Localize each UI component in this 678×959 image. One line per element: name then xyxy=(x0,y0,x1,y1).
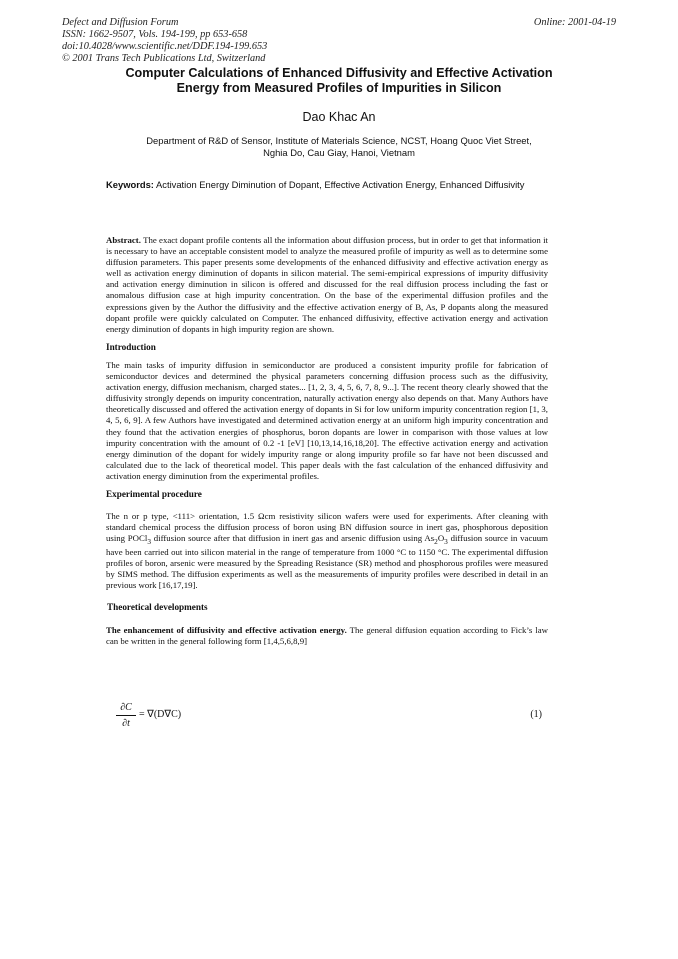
enhancement-label: The enhancement of diffusivity and effective activation energy. xyxy=(106,624,347,635)
equation-fraction xyxy=(116,701,136,730)
paper-title xyxy=(70,66,608,96)
equation-1 xyxy=(106,701,548,733)
experimental-paragraph: The n or p type, <111> orientation, 1.5 Ωcm resistivity silicon wafers were used for experiments. After cleaning with standard chemical process the diffusion process of boron using BN diffusion source in inert gas, phosphorous deposition using POCl$_3$ diffusion source after that diffusion in inert gas and arsenic diffusion using $As_2O_3$ diffusion source in vacuum have been carried out into silicon material in the range of temperature from 1000 °C to 1150 °C. The experimental diffusion profiles of boron, arsenic were measured by the Spreading Resistance (SR) method and phosphorous profiles were measured by SIMS method. The diffusion experiments as well as the measurements of impurity profiles were described in detail in an previous work [16,17,19]. xyxy=(106,511,548,591)
affiliation xyxy=(90,135,588,159)
enhancement-text: The general diffusion equation according to Fick’s law can be written in the general following form [1,4,5,6,8,9] xyxy=(106,624,548,646)
equation-rhs: = ∇(D∇C) xyxy=(139,709,182,720)
keywords xyxy=(106,179,536,191)
affiliation-line-1: Department of R&D of Sensor, Institute of Materials Science, NCST, Hoang Quoc Viet Street, xyxy=(146,135,532,146)
equation-denominator: ∂t xyxy=(122,718,130,729)
abstract-text: The exact dopant profile contents all the information about diffusion process, but in order to get that information it is necessary to have an acceptable consistent model to analyze the measured profile of impurity as well as to determine some diffusion parameters. This paper presents some developments of the enhanced diffusivity and effective activation energy as well as activation energy diminution of dopants in silicon material. The semi-empirical expressions of impurity diffusivity and activation energy diminution in silicon is offered and discussed for the real diffusion process including the fast or anomalous diffusion case at high impurity concentration. On the base of the experimental diffusion profiles and the expressions given by the Author the diffusivity and the effective activation energy of B, As, P dopants along the measured dopant profile were quickly calculated on Computer. The enhanced diffusivity, effective activation energy and activation energy diminution of dopants in high impurity region are shown. xyxy=(106,235,548,334)
paper-body xyxy=(106,235,548,647)
fraction-bar xyxy=(116,715,136,716)
journal-name: Defect and Diffusion Forum xyxy=(62,17,179,28)
online-date: Online: 2001-04-19 xyxy=(533,17,616,28)
theory-paragraph xyxy=(106,625,548,647)
journal-doi: doi:10.4028/www.scientific.net/DDF.194-199.653 xyxy=(62,41,268,52)
abstract-label: Abstract. xyxy=(106,235,141,245)
title-line-1: Computer Calculations of Enhanced Diffusivity and Effective Activation xyxy=(125,66,553,80)
affiliation-line-2: Nghia Do, Cau Giay, Hanoi, Vietnam xyxy=(263,147,415,158)
keywords-text: Activation Energy Diminution of Dopant, Effective Activation Energy, Enhanced Diffusivity xyxy=(156,179,525,190)
journal-copyright: © 2001 Trans Tech Publications Ltd, Switzerland xyxy=(62,53,266,64)
keywords-label: Keywords: xyxy=(106,179,154,190)
equation-number: (1) xyxy=(530,709,542,720)
introduction-paragraph: The main tasks of impurity diffusion in semiconductor are produced a consistent impurity profile for fabrication of semiconductor devices and determined the physical parameters concerning diffusion process such as the diffusivity, activation energy, diffusion mechanism, charged states... [1, 2, 3, 4, 5, 6, 7, 8, 9...]. The recent theory clearly showed that the diffusivity strongly depends on impurity concentration, naturally activation energy also depends on that. Many Authors have theoretically discussed and offered the activation energy of dopants in Si for low uniform impurity concentration region [1, 3, 4, 5, 6, 9]. A few Authors have investigated and determined activation energy at an uniform high impurity concentration and they found that the activation energies of phosphorus, boron dopants are lower in comparison with those values at low impurity concentration with the amount of 0.2 -1 [eV] [10,13,14,16,18,20]. The effective activation energy and activation energy diminution of the dopant for widely impurity range or along impurity profile so far have not been discussed and calculated due to the lack of theoretical model. This paper deals with the fast calculation of the enhanced diffusivity and activation energy diminution from the experimental profiles. xyxy=(106,359,548,481)
experimental-heading: Experimental procedure xyxy=(106,488,202,499)
author-name: Dao Khac An xyxy=(302,110,376,124)
equation-numerator: ∂C xyxy=(120,702,132,713)
abstract-paragraph xyxy=(106,235,548,335)
introduction-heading: Introduction xyxy=(106,341,156,352)
journal-issn: ISSN: 1662-9507, Vols. 194-199, pp 653-658 xyxy=(62,29,248,40)
journal-header xyxy=(62,17,267,65)
title-line-2: Energy from Measured Profiles of Impurities in Silicon xyxy=(176,81,502,95)
theoretical-heading: Theoretical developments xyxy=(107,602,208,613)
